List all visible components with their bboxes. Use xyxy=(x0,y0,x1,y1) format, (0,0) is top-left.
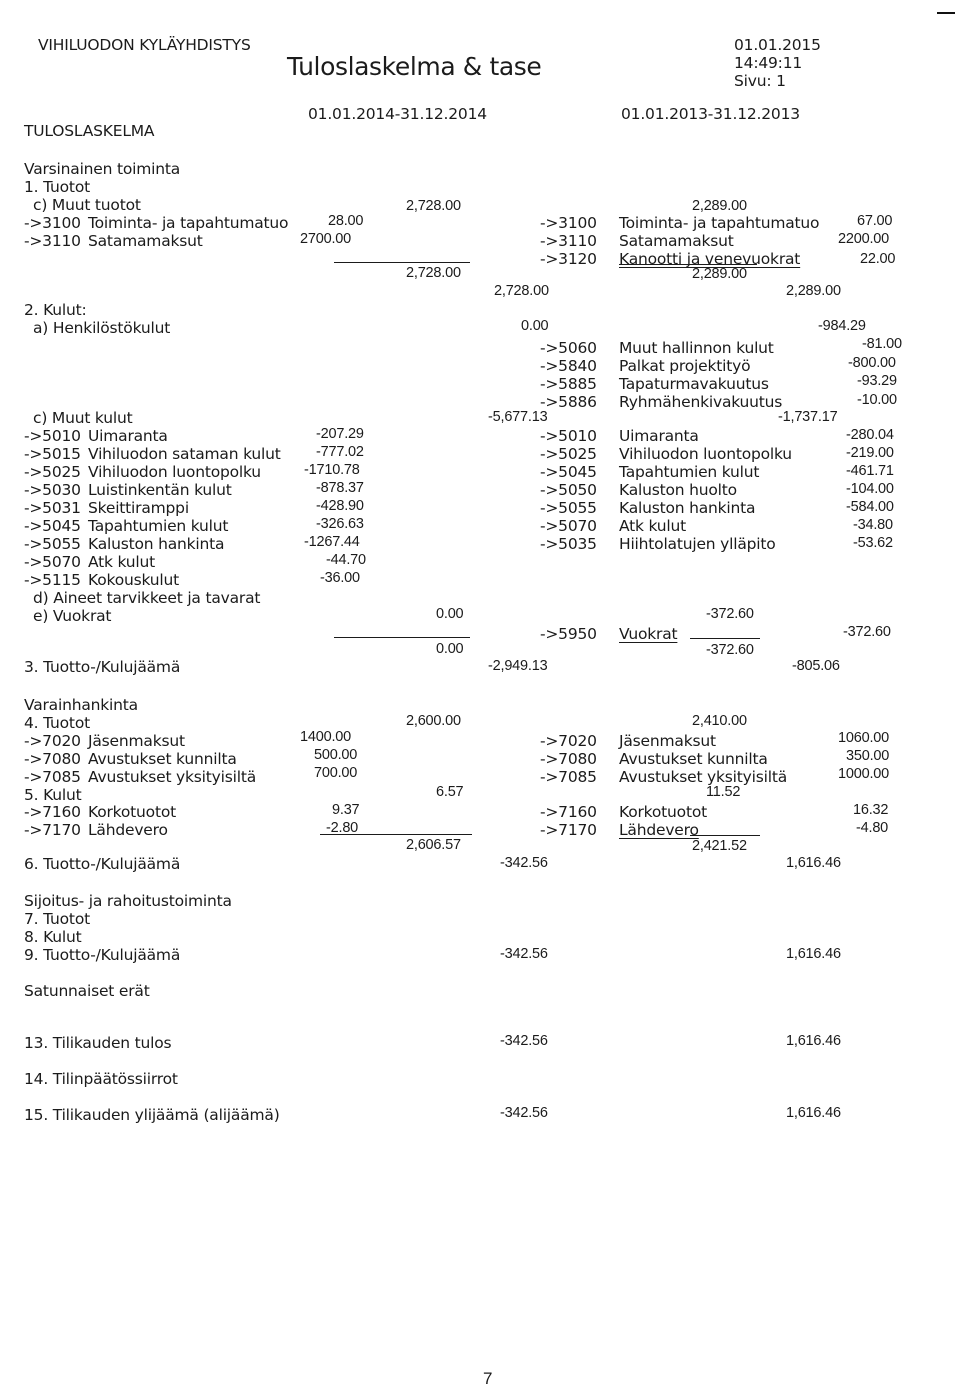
account-amount: 500.00 xyxy=(314,747,358,763)
account-amount: -4.80 xyxy=(856,820,889,836)
result-2014: -342.56 xyxy=(500,855,548,871)
subtotal-2014: 0.00 xyxy=(436,641,464,657)
group-heading: 4. Tuotot xyxy=(24,714,90,732)
account-amount: -461.71 xyxy=(846,463,894,479)
result-2013: 1,616.46 xyxy=(786,946,841,962)
group-heading: 8. Kulut xyxy=(24,928,82,946)
total-2013: -984.29 xyxy=(818,318,866,334)
account-name: Avustukset kunnilta xyxy=(619,750,768,768)
account-code: ->5030 xyxy=(24,481,81,499)
subtotal-2014: 2,728.00 xyxy=(406,265,461,281)
account-amount: -36.00 xyxy=(320,570,360,586)
account-code: ->5115 xyxy=(24,571,81,589)
result-label: 3. Tuotto-/Kulujäämä xyxy=(24,658,181,676)
account-amount: -1267.44 xyxy=(304,534,360,550)
total-2013: 2,410.00 xyxy=(692,713,747,729)
account-name: Kaluston hankinta xyxy=(619,499,756,517)
subgroup-heading: c) Muut kulut xyxy=(33,409,133,427)
account-amount: -280.04 xyxy=(846,427,894,443)
account-code: ->7020 xyxy=(540,732,597,750)
account-amount: 2700.00 xyxy=(300,231,352,247)
account-code: ->7085 xyxy=(540,768,597,786)
subtotal-rule xyxy=(334,262,470,263)
account-code: ->5035 xyxy=(540,535,597,553)
account-amount: 28.00 xyxy=(328,213,364,229)
subtotal-2013: 2,289.00 xyxy=(692,266,747,282)
account-name: Jäsenmaksut xyxy=(619,732,716,750)
section-heading: Satunnaiset erät xyxy=(24,982,150,1000)
account-amount: 1000.00 xyxy=(838,766,890,782)
account-name: Avustukset kunnilta xyxy=(88,750,237,768)
account-name: Vihiluodon luontopolku xyxy=(619,445,792,463)
account-name: Satamamaksut xyxy=(88,232,203,250)
account-code: ->5050 xyxy=(540,481,597,499)
account-amount: -93.29 xyxy=(857,373,897,389)
total-2014: 0.00 xyxy=(436,606,464,622)
section-heading: Varainhankinta xyxy=(24,696,138,714)
account-code: ->3120 xyxy=(540,250,597,268)
account-amount: 700.00 xyxy=(314,765,358,781)
account-name: Kaluston huolto xyxy=(619,481,737,499)
total-label: 13. Tilikauden tulos xyxy=(24,1034,172,1052)
account-name: Kaluston hankinta xyxy=(88,535,225,553)
account-code: ->3110 xyxy=(24,232,81,250)
page-number: 7 xyxy=(483,1369,493,1388)
result-label: 6. Tuotto-/Kulujäämä xyxy=(24,855,181,873)
account-code: ->5055 xyxy=(540,499,597,517)
account-name: Uimaranta xyxy=(619,427,699,445)
account-name: Vihiluodon sataman kulut xyxy=(88,445,281,463)
account-code: ->7020 xyxy=(24,732,81,750)
account-code: ->5025 xyxy=(540,445,597,463)
account-amount: 16.32 xyxy=(853,802,889,818)
account-name: Lähdevero xyxy=(619,821,699,839)
total-2013: 11.52 xyxy=(706,784,741,800)
account-code: ->5031 xyxy=(24,499,81,517)
account-amount: 1060.00 xyxy=(838,730,890,746)
total-2013: 1,616.46 xyxy=(786,1105,841,1121)
report-name: TULOSLASKELMA xyxy=(24,122,155,140)
account-amount: -207.29 xyxy=(316,426,364,442)
subtotal-rule xyxy=(690,638,760,639)
account-amount: -44.70 xyxy=(326,552,366,568)
account-name: Korkotuotot xyxy=(619,803,707,821)
group-heading: 7. Tuotot xyxy=(24,910,90,928)
total-2013: 1,616.46 xyxy=(786,1033,841,1049)
subtotal-2014: 2,606.57 xyxy=(406,837,461,853)
account-amount: -104.00 xyxy=(846,481,894,497)
group-heading: 5. Kulut xyxy=(24,786,82,804)
result-2014: -342.56 xyxy=(500,946,548,962)
account-name: Atk kulut xyxy=(619,517,687,535)
account-name: Korkotuotot xyxy=(88,803,176,821)
account-amount: -2.80 xyxy=(326,820,359,836)
account-code: ->5950 xyxy=(540,625,597,643)
account-name: Toiminta- ja tapahtumatuo xyxy=(619,214,820,232)
income-total-2014: 2,728.00 xyxy=(494,283,549,299)
account-name: Luistinkentän kulut xyxy=(88,481,232,499)
account-amount: -800.00 xyxy=(848,355,896,371)
account-code: ->5015 xyxy=(24,445,81,463)
result-2013: -805.06 xyxy=(792,658,840,674)
subtotal-2013: -372.60 xyxy=(706,642,754,658)
account-name: Avustukset yksityisiltä xyxy=(619,768,788,786)
account-code: ->5885 xyxy=(540,375,597,393)
account-code: ->5025 xyxy=(24,463,81,481)
section-heading: Sijoitus- ja rahoitustoiminta xyxy=(24,892,232,910)
account-amount: -428.90 xyxy=(316,498,364,514)
account-code: ->5886 xyxy=(540,393,597,411)
total-2014: 2,728.00 xyxy=(406,198,461,214)
account-code: ->5010 xyxy=(24,427,81,445)
account-amount: -10.00 xyxy=(857,392,897,408)
account-name: Vuokrat xyxy=(619,625,678,643)
result-label: 9. Tuotto-/Kulujäämä xyxy=(24,946,181,964)
account-code: ->7080 xyxy=(540,750,597,768)
account-code: ->3100 xyxy=(24,214,81,232)
subgroup-heading: d) Aineet tarvikkeet ja tavarat xyxy=(33,589,261,607)
account-amount: -53.62 xyxy=(853,535,893,551)
subgroup-heading: a) Henkilöstökulut xyxy=(33,319,171,337)
period-previous: 01.01.2013-31.12.2013 xyxy=(621,105,800,123)
total-2014: 2,600.00 xyxy=(406,713,461,729)
account-code: ->7085 xyxy=(24,768,81,786)
group-heading: 2. Kulut: xyxy=(24,301,87,319)
account-code: ->7170 xyxy=(540,821,597,839)
account-code: ->3110 xyxy=(540,232,597,250)
account-code: ->5045 xyxy=(540,463,597,481)
account-code: ->7170 xyxy=(24,821,81,839)
income-total-2013: 2,289.00 xyxy=(786,283,841,299)
account-name: Atk kulut xyxy=(88,553,156,571)
section-heading: Varsinainen toiminta xyxy=(24,160,181,178)
total-label: 14. Tilinpäätössiirrot xyxy=(24,1070,178,1088)
account-amount: 22.00 xyxy=(860,251,896,267)
account-code: ->5060 xyxy=(540,339,597,357)
account-code: ->5010 xyxy=(540,427,597,445)
total-label: 15. Tilikauden ylijäämä (alijäämä) xyxy=(24,1106,280,1124)
account-code: ->7160 xyxy=(24,803,81,821)
account-amount: -219.00 xyxy=(846,445,894,461)
account-name: Tapahtumien kulut xyxy=(88,517,229,535)
account-amount: -81.00 xyxy=(862,336,902,352)
print-date: 01.01.2015 xyxy=(734,36,821,54)
account-code: ->5055 xyxy=(24,535,81,553)
account-amount: -584.00 xyxy=(846,499,894,515)
account-amount: -326.63 xyxy=(316,516,364,532)
account-amount: 1400.00 xyxy=(300,729,352,745)
account-amount: -777.02 xyxy=(316,444,364,460)
account-name: Satamamaksut xyxy=(619,232,734,250)
page-indicator: Sivu: 1 xyxy=(734,72,786,90)
account-code: ->5070 xyxy=(24,553,81,571)
subtotal-rule xyxy=(334,637,470,638)
total-2013: -1,737.17 xyxy=(778,409,838,425)
account-name: Lähdevero xyxy=(88,821,168,839)
account-name: Palkat projektityö xyxy=(619,357,751,375)
print-time: 14:49:11 xyxy=(734,54,803,72)
account-name: Toiminta- ja tapahtumatuo xyxy=(88,214,289,232)
account-amount: 2200.00 xyxy=(838,231,890,247)
account-name: Hiihtolatujen ylläpito xyxy=(619,535,776,553)
account-code: ->7160 xyxy=(540,803,597,821)
subgroup-heading: c) Muut tuotot xyxy=(33,196,141,214)
account-amount: 9.37 xyxy=(332,802,360,818)
account-name: Muut hallinnon kulut xyxy=(619,339,774,357)
group-heading: 1. Tuotot xyxy=(24,178,90,196)
account-name: Ryhmähenkivakuutus xyxy=(619,393,783,411)
account-amount: -1710.78 xyxy=(304,462,360,478)
total-2014: 6.57 xyxy=(436,784,464,800)
account-amount: -878.37 xyxy=(316,480,364,496)
account-amount: -34.80 xyxy=(853,517,893,533)
subtotal-rule xyxy=(690,835,760,836)
subgroup-heading: e) Vuokrat xyxy=(33,607,112,625)
account-name: Tapaturmavakuutus xyxy=(619,375,769,393)
result-2014: -2,949.13 xyxy=(488,658,548,674)
account-name: Kanootti ja venevuokrat xyxy=(619,250,801,268)
total-2013: 2,289.00 xyxy=(692,198,747,214)
account-amount: 67.00 xyxy=(857,213,893,229)
account-amount: -372.60 xyxy=(843,624,891,640)
account-code: ->3100 xyxy=(540,214,597,232)
subtotal-2013: 2,421.52 xyxy=(692,838,747,854)
total-2014: -342.56 xyxy=(500,1033,548,1049)
account-code: ->7080 xyxy=(24,750,81,768)
account-name: Jäsenmaksut xyxy=(88,732,185,750)
account-name: Tapahtumien kulut xyxy=(619,463,760,481)
account-name: Avustukset yksityisiltä xyxy=(88,768,257,786)
account-code: ->5070 xyxy=(540,517,597,535)
result-2013: 1,616.46 xyxy=(786,855,841,871)
account-code: ->5045 xyxy=(24,517,81,535)
report-title: Tuloslaskelma & tase xyxy=(287,52,542,81)
total-2013: -372.60 xyxy=(706,606,754,622)
corner-mark xyxy=(937,12,955,14)
account-name: Uimaranta xyxy=(88,427,168,445)
total-2014: 0.00 xyxy=(521,318,549,334)
total-2014: -342.56 xyxy=(500,1105,548,1121)
account-code: ->5840 xyxy=(540,357,597,375)
account-name: Skeittiramppi xyxy=(88,499,189,517)
total-2014: -5,677.13 xyxy=(488,409,548,425)
subtotal-rule xyxy=(320,834,472,835)
org-name: VIHILUODON KYLÄYHDISTYS xyxy=(38,36,251,54)
period-current: 01.01.2014-31.12.2014 xyxy=(308,105,487,123)
account-name: Vihiluodon luontopolku xyxy=(88,463,261,481)
account-amount: 350.00 xyxy=(846,748,890,764)
account-name: Kokouskulut xyxy=(88,571,180,589)
